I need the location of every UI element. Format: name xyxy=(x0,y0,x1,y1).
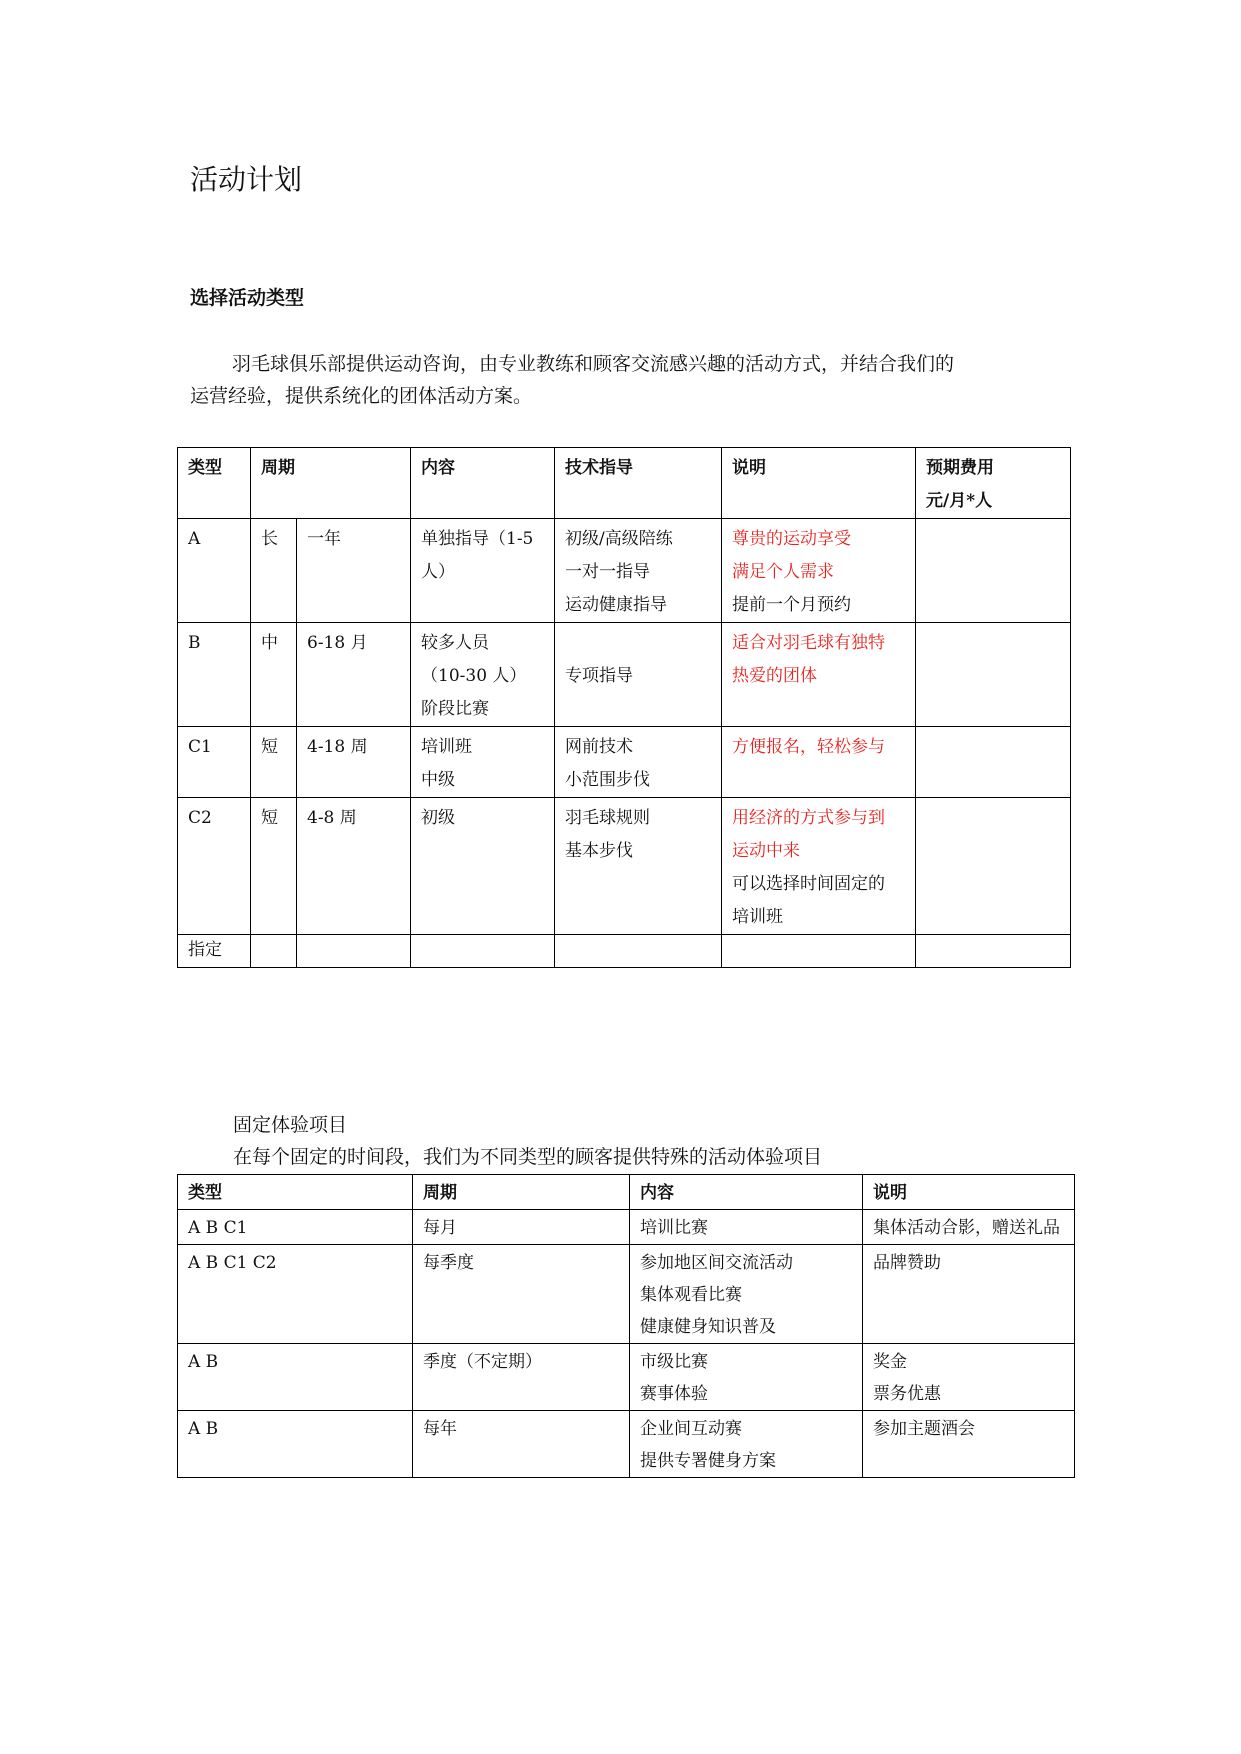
table-row xyxy=(178,1411,1075,1478)
cell-content xyxy=(411,935,555,968)
cell-note xyxy=(722,727,916,798)
cell-type: A B C1 C2 xyxy=(178,1245,413,1344)
table-row xyxy=(178,1245,1075,1344)
cell-note xyxy=(863,1245,1075,1344)
cell-content xyxy=(411,798,555,935)
cell-note xyxy=(863,1411,1075,1478)
header-period: 周期 xyxy=(251,448,411,519)
cell-duration: 4-18 周 xyxy=(297,727,411,798)
content-line: 市级比赛 xyxy=(640,1352,708,1372)
cell-guidance xyxy=(555,935,722,968)
cell-content xyxy=(411,519,555,623)
content-line: 阶段比赛 xyxy=(421,699,489,719)
section2-description: 在每个固定的时间段，我们为不同类型的顾客提供特殊的活动体验项目 xyxy=(233,1146,823,1168)
note-highlight-line: 热爱的团体 xyxy=(732,666,817,686)
cell-type: 指定 xyxy=(178,935,251,968)
note-line: 集体活动合影，赠送礼品 xyxy=(873,1218,1060,1238)
cell-type: A B C1 xyxy=(178,1210,413,1245)
intro-line-2: 运营经验，提供系统化的团体活动方案。 xyxy=(190,385,533,407)
table-row xyxy=(178,519,1071,623)
note-highlight-line: 满足个人需求 xyxy=(732,562,834,582)
table-header-row xyxy=(178,1175,1075,1210)
cell-cost xyxy=(916,727,1071,798)
content-line: 人） xyxy=(421,562,455,582)
content-line: 培训班 xyxy=(421,737,472,757)
cell-cost xyxy=(916,935,1071,968)
table-row xyxy=(178,935,1071,968)
cell-duration xyxy=(297,935,411,968)
cell-content xyxy=(630,1245,863,1344)
cell-type: A B xyxy=(178,1344,413,1411)
cell-term: 中 xyxy=(251,623,297,727)
cell-content xyxy=(630,1210,863,1245)
cell-term: 短 xyxy=(251,798,297,935)
note-line: 提前一个月预约 xyxy=(732,595,851,615)
table-row xyxy=(178,1210,1075,1245)
guidance-line: 小范围步伐 xyxy=(565,770,650,790)
cell-guidance xyxy=(555,623,722,727)
cell-type: B xyxy=(178,623,251,727)
cell-note xyxy=(722,798,916,935)
content-line: 赛事体验 xyxy=(640,1384,708,1404)
header-period: 周期 xyxy=(413,1175,630,1210)
page-title: 活动计划 xyxy=(190,163,303,196)
cell-cost xyxy=(916,623,1071,727)
content-line: 健康健身知识普及 xyxy=(640,1317,776,1337)
header-type: 类型 xyxy=(178,448,251,519)
guidance-line: 专项指导 xyxy=(565,666,633,686)
cell-type: A xyxy=(178,519,251,623)
cell-period: 每月 xyxy=(413,1210,630,1245)
note-line: 可以选择时间固定的 xyxy=(732,874,885,894)
header-content: 内容 xyxy=(411,448,555,519)
cell-cost xyxy=(916,798,1071,935)
table-row xyxy=(178,727,1071,798)
note-line: 票务优惠 xyxy=(873,1384,941,1404)
header-cost-line2: 元/月*人 xyxy=(926,491,993,511)
cell-content xyxy=(411,727,555,798)
cell-duration: 6-18 月 xyxy=(297,623,411,727)
note-line: 培训班 xyxy=(732,907,783,927)
experience-table xyxy=(177,1174,1075,1478)
header-note: 说明 xyxy=(863,1175,1075,1210)
header-cost xyxy=(916,448,1071,519)
cell-cost xyxy=(916,519,1071,623)
cell-type: C2 xyxy=(178,798,251,935)
guidance-line: 一对一指导 xyxy=(565,562,650,582)
activity-type-table xyxy=(177,447,1071,968)
content-line: 集体观看比赛 xyxy=(640,1285,742,1305)
note-highlight-line: 适合对羽毛球有独特 xyxy=(732,633,885,653)
cell-content xyxy=(630,1344,863,1411)
guidance-line: 羽毛球规则 xyxy=(565,808,650,828)
note-highlight-line: 运动中来 xyxy=(732,841,800,861)
cell-period: 每年 xyxy=(413,1411,630,1478)
cell-period: 每季度 xyxy=(413,1245,630,1344)
cell-note xyxy=(722,519,916,623)
cell-type: C1 xyxy=(178,727,251,798)
intro-paragraph xyxy=(190,348,1070,412)
cell-term: 短 xyxy=(251,727,297,798)
cell-guidance xyxy=(555,727,722,798)
note-highlight-line: 用经济的方式参与到 xyxy=(732,808,885,828)
cell-guidance xyxy=(555,519,722,623)
note-highlight-line: 尊贵的运动享受 xyxy=(732,529,851,549)
table-header-row xyxy=(178,448,1071,519)
cell-content xyxy=(630,1411,863,1478)
guidance-line: 运动健康指导 xyxy=(565,595,667,615)
content-line: （10-30 人） xyxy=(421,666,527,686)
content-line: 较多人员 xyxy=(421,633,489,653)
cell-term xyxy=(251,935,297,968)
note-line: 参加主题酒会 xyxy=(873,1419,975,1439)
header-guidance: 技术指导 xyxy=(555,448,722,519)
content-line: 单独指导（1-5 xyxy=(421,529,534,549)
header-cost-line1: 预期费用 xyxy=(926,458,994,478)
content-line: 企业间互动赛 xyxy=(640,1419,742,1439)
guidance-line: 初级/高级陪练 xyxy=(565,529,673,549)
cell-content xyxy=(411,623,555,727)
table-row xyxy=(178,798,1071,935)
header-note: 说明 xyxy=(722,448,916,519)
table-row xyxy=(178,623,1071,727)
note-line: 奖金 xyxy=(873,1352,907,1372)
table-row xyxy=(178,1344,1075,1411)
guidance-line xyxy=(565,627,713,660)
cell-note xyxy=(722,623,916,727)
intro-line-1: 羽毛球俱乐部提供运动咨询，由专业教练和顾客交流感兴趣的活动方式，并结合我们的 xyxy=(232,353,955,375)
content-line: 参加地区间交流活动 xyxy=(640,1253,793,1273)
cell-type: A B xyxy=(178,1411,413,1478)
cell-note xyxy=(863,1344,1075,1411)
guidance-line: 基本步伐 xyxy=(565,841,633,861)
cell-duration: 一年 xyxy=(297,519,411,623)
header-content: 内容 xyxy=(630,1175,863,1210)
guidance-line: 网前技术 xyxy=(565,737,633,757)
cell-duration: 4-8 周 xyxy=(297,798,411,935)
section-heading: 选择活动类型 xyxy=(190,287,305,309)
content-line: 培训比赛 xyxy=(640,1218,708,1238)
content-line: 初级 xyxy=(421,808,455,828)
cell-period: 季度（不定期） xyxy=(413,1344,630,1411)
note-line: 品牌赞助 xyxy=(873,1253,941,1273)
cell-guidance xyxy=(555,798,722,935)
content-line: 中级 xyxy=(421,770,455,790)
header-type: 类型 xyxy=(178,1175,413,1210)
note-highlight-line: 方便报名，轻松参与 xyxy=(732,737,885,757)
cell-note xyxy=(722,935,916,968)
cell-note xyxy=(863,1210,1075,1245)
content-line: 提供专署健身方案 xyxy=(640,1451,776,1471)
cell-term: 长 xyxy=(251,519,297,623)
section2-title: 固定体验项目 xyxy=(233,1114,348,1136)
